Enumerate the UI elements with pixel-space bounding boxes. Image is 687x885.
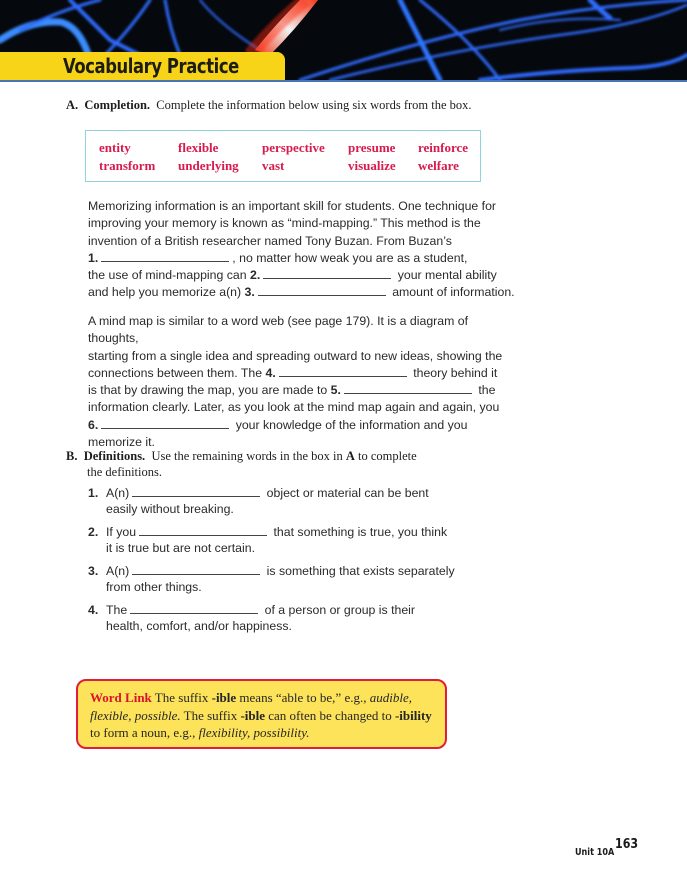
text-line: improving your memory is known as “mind-mapping.” This method is the xyxy=(88,216,481,231)
word-link-heading: Word Link xyxy=(90,690,152,705)
definition-item xyxy=(88,563,468,595)
text-fragment: the use of mind-mapping can xyxy=(88,268,247,283)
text-fragment: that something is true, you think xyxy=(273,525,448,539)
answer-blank-2[interactable] xyxy=(263,267,391,279)
word-underlying: underlying xyxy=(178,158,239,173)
text-fragment: , no matter how weak you are as a student, xyxy=(232,250,468,265)
page-title: Vocabulary Practice xyxy=(63,54,239,78)
definition-blank-4[interactable] xyxy=(130,602,258,614)
section-label: Definitions. xyxy=(83,449,146,463)
text-fragment: from other things. xyxy=(106,580,202,594)
blank-number: 2. xyxy=(250,268,261,283)
text-fragment: your knowledge of the information and you xyxy=(235,417,468,432)
paragraph-2 xyxy=(88,313,518,451)
text-fragment: the xyxy=(478,383,496,398)
section-instruction: Complete the information below using six words from the box. xyxy=(156,98,472,112)
suffix: -ible xyxy=(211,690,237,705)
text-line: invention of a British researcher named Tony Buzan. From Buzan’s xyxy=(88,233,452,248)
text-fragment: to form a noun, e.g., xyxy=(90,725,196,740)
text-fragment: The suffix xyxy=(183,707,238,723)
text-fragment: it is true but are not certain. xyxy=(106,541,256,555)
text-fragment: and help you memorize a(n) xyxy=(88,285,242,300)
definition-item xyxy=(88,602,468,634)
text-fragment: is that by drawing the map, you are made to xyxy=(88,383,328,398)
blank-number: 3. xyxy=(244,285,255,300)
text-fragment: theory behind it xyxy=(413,365,498,380)
text-line xyxy=(88,417,518,434)
text-fragment: A(n) xyxy=(106,486,130,500)
page-number: 163 xyxy=(615,837,639,852)
example-words: audible, xyxy=(369,690,412,705)
text-fragment: of a person or group is their xyxy=(264,603,416,617)
word-flexible: flexible xyxy=(178,140,219,155)
text-fragment: easily without breaking. xyxy=(106,502,234,516)
page-footer xyxy=(575,837,639,859)
blank-number: 1. xyxy=(88,250,99,265)
text-line: memorize it. xyxy=(88,435,155,450)
example-words: flexibility, possibility. xyxy=(198,725,310,740)
blank-number: 6. xyxy=(88,417,99,432)
section-reference: A xyxy=(345,449,355,463)
text-fragment: amount of information. xyxy=(392,285,515,300)
text-fragment: is something that exists separately xyxy=(266,564,455,578)
word-presume: presume xyxy=(348,140,396,155)
paragraph-1 xyxy=(88,198,518,302)
text-line xyxy=(88,267,518,284)
text-fragment: means “able to be,” e.g., xyxy=(239,690,367,705)
word-transform: transform xyxy=(99,158,156,173)
definition-item xyxy=(88,485,468,517)
word-link-box xyxy=(76,679,447,749)
text-fragment: A(n) xyxy=(106,564,130,578)
word-welfare: welfare xyxy=(418,158,459,173)
word-perspective: perspective xyxy=(262,140,325,155)
answer-blank-1[interactable] xyxy=(101,250,229,262)
suffix: -ible xyxy=(240,707,266,723)
item-number: 2. xyxy=(88,525,99,539)
word-visualize: visualize xyxy=(348,158,396,173)
item-number: 1. xyxy=(88,486,99,500)
answer-blank-6[interactable] xyxy=(101,417,229,429)
text-line: A mind map is similar to a word web (see page 179). It is a diagram of thoughts, xyxy=(88,314,469,346)
header-banner xyxy=(0,0,687,82)
section-letter: A. xyxy=(66,98,79,112)
text-line: Memorizing information is an important skill for students. One technique for xyxy=(88,199,497,213)
suffix: -ibility xyxy=(394,707,432,723)
section-label: Completion. xyxy=(84,98,151,112)
text-fragment: If you xyxy=(106,525,137,539)
section-instruction: to complete xyxy=(358,449,417,463)
answer-blank-5[interactable] xyxy=(344,382,472,394)
text-fragment: object or material can be bent xyxy=(266,486,429,500)
word-entity: entity xyxy=(99,140,131,155)
unit-label: Unit 10A xyxy=(575,847,615,858)
section-letter: B. xyxy=(66,449,78,463)
word-reinforce: reinforce xyxy=(418,140,469,155)
text-fragment: can often be changed to xyxy=(268,707,392,723)
text-line: starting from a single idea and spreading outward to new ideas, showing the xyxy=(88,348,503,363)
definition-blank-3[interactable] xyxy=(132,563,260,575)
section-a-heading xyxy=(66,98,472,113)
text-fragment: The suffix xyxy=(154,690,209,705)
section-b-heading xyxy=(66,448,446,480)
text-line xyxy=(88,250,518,267)
text-line xyxy=(88,382,518,399)
example-words: flexible, possible. xyxy=(90,707,181,723)
text-fragment: your mental ability xyxy=(397,268,497,283)
section-instruction: the definitions. xyxy=(87,465,162,479)
blank-number: 5. xyxy=(330,383,341,398)
text-line: information clearly. Later, as you look at the mind map again and again, you xyxy=(88,400,500,415)
blank-number: 4. xyxy=(265,365,276,380)
item-number: 3. xyxy=(88,564,99,578)
definition-blank-2[interactable] xyxy=(139,524,267,536)
text-line xyxy=(88,284,518,301)
section-instruction: Use the remaining words in the box in xyxy=(151,449,343,463)
item-number: 4. xyxy=(88,603,99,617)
definition-blank-1[interactable] xyxy=(132,485,260,497)
answer-blank-4[interactable] xyxy=(279,365,407,377)
text-fragment: connections between them. The xyxy=(88,365,263,380)
answer-blank-3[interactable] xyxy=(258,284,386,296)
text-line xyxy=(88,365,518,382)
word-vast: vast xyxy=(262,158,285,173)
text-fragment: health, comfort, and/or happiness. xyxy=(106,619,292,633)
definition-item xyxy=(88,524,468,556)
text-fragment: The xyxy=(106,603,128,617)
word-box xyxy=(85,130,481,182)
